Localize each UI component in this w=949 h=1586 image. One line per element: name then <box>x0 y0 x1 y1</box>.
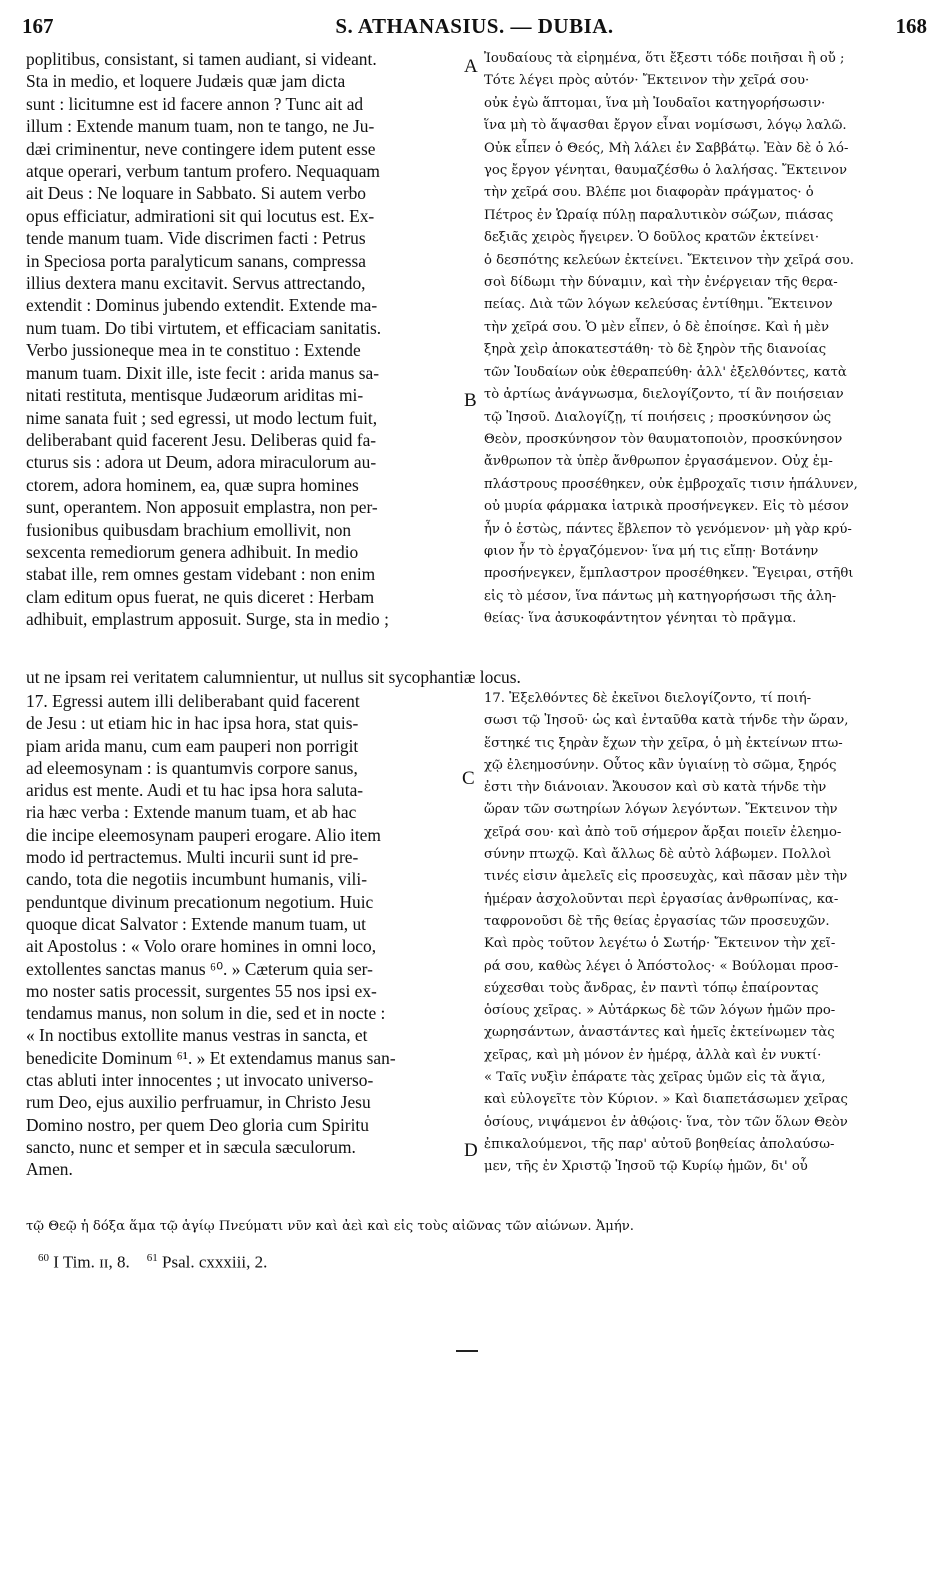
greek-line: « Ταῖς νυξὶν ἐπάρατε τὰς χεῖρας ὑμῶν εἰς τὰ ἅγια, <box>484 1070 826 1086</box>
latin-line: sexcenta remediorum genera adhibuit. In medio <box>26 541 359 562</box>
margin-letter-a: A <box>464 56 478 77</box>
latin-line: 17. Egressi autem illi deliberabant quid facerent <box>26 691 360 711</box>
greek-line: Ἰουδαίους τὰ εἰρημένα, ὅτι ἔξεστι τόδε ποιῆσαι ἢ οὔ ; <box>484 51 845 66</box>
latin-line: tendamus manus, non solum in die, sed et in nocte : <box>26 1003 386 1024</box>
latin-line: sunt : licitumne est id facere annon ? Tunc ait ad <box>26 93 364 114</box>
greek-line: εύχεσθαι τοὺς ἄνδρας, ἐν παντὶ τόπῳ ἐπαίροντας <box>484 980 819 996</box>
greek-line: τῷ Ἰησοῦ. Διαλογίζῃ, τί ποιήσεις ; προσκύνησον ὡς <box>484 409 832 425</box>
latin-line: extendit : Dominus jubendo extendit. Extende ma- <box>26 295 378 316</box>
latin-line: Amen. <box>26 1159 73 1180</box>
latin-line: num tuam. Do tibi virtutem, et efficaciam sanitatis. <box>26 317 382 338</box>
greek-line: σύνην πτωχῷ. Καὶ ἄλλως δὲ αὐτὸ λάβωμεν. Πολλοὶ <box>484 847 832 863</box>
latin-column <box>26 48 460 631</box>
greek-line: θείας· ἵνα ἀσυκοφάντητον γένηται τὸ πρᾶγμα. <box>484 611 797 627</box>
latin-line: adhibuit, emplastrum apposuit. Surge, sta in medio ; <box>26 609 389 630</box>
greek-line: πλάστρους προσέθηκεν, οὐκ ἐμβροχαῖς τισιν ἡπάλυνεν, <box>484 476 858 492</box>
latin-line: ait Deus : Ne loquare in Sabbato. Si autem verbo <box>26 183 367 204</box>
footnote-60-marker: 60 <box>38 1252 49 1264</box>
greek-line: ἄνθρωπον τὰ ὑπὲρ ἄνθρωπον ἐργασάμενον. Οὐχ ἐμ- <box>484 454 833 470</box>
greek-line: χῷ ἐλεημοσύνην. Οὗτος κἂν ὑγιαίνῃ τὸ σῶμα, ξηρός <box>484 757 837 773</box>
footnote-61-marker: 61 <box>146 1252 158 1264</box>
greek-bridge-line: τῷ Θεῷ ἡ δόξα ἅμα τῷ ἁγίῳ Πνεύματι νῦν καὶ ἀεὶ καὶ εἰς τοὺς αἰῶνας τῶν αἰώνων. Ἀμήν. <box>26 1219 634 1234</box>
latin-line: poplitibus, consistant, si tamen audiant, si videant. <box>26 49 377 69</box>
greek-line: ὁσίους χεῖρας. » Αὐτάρκως δὲ τῶν λόγων ἡμῶν προ- <box>484 1003 836 1019</box>
page-title: S. ATHANASIUS. — DUBIA. <box>335 14 614 38</box>
greek-line: τὸ ἀρτίως ἀνάγνωσμα, διελογίζοντο, τί ἂν ποιήσειαν <box>484 387 844 403</box>
greek-line: οὐ μυρία φάρμακα ἰατρικὰ προσήνεγκεν. Εἰς τὸ μέσον <box>484 499 849 515</box>
greek-line: ὁσίους, νιψάμενοι ἐν ἀθῴοις· ἵνα, τὸν τῶν ὅλων Θεὸν <box>484 1114 848 1130</box>
greek-line: ταφρονοῦσι δὲ τῆς θείας ἐργασίας τῶν προσευχῶν. <box>484 913 830 929</box>
greek-line: ἡμέραν ἀσχολοῦνται περὶ ἐργασίας ἀνθρωπίνας, κα- <box>484 891 839 907</box>
greek-line: τὴν χεῖρά σου. Βλέπε μοι διαφορὰν πράγματος· ὁ <box>484 185 814 201</box>
greek-line: καὶ εὐλογεῖτε τὸν Κύριον. » Καὶ διαπετάσωμεν χεῖρας <box>484 1092 848 1108</box>
footnotes <box>38 1252 267 1273</box>
latin-line: manum tuam. Dixit ille, iste fecit : arida manus sa- <box>26 362 380 383</box>
greek-line: Οὐκ εἶπεν ὁ Θεός, Μὴ λάλει ἐν Σαββάτῳ. Ἐὰν δὲ ὁ λό- <box>484 140 849 156</box>
latin-section-17 <box>26 690 460 1181</box>
latin-line: die incipe eleemosynam pauperi erogare. Alio item <box>26 824 381 845</box>
end-rule <box>456 1350 478 1352</box>
page-number-left: 167 <box>22 14 54 38</box>
latin-line: clam editum opus fuerat, ne quis diceret : Herbam <box>26 586 375 607</box>
latin-line: Domino nostro, per quem Deo gloria cum Spiritu <box>26 1114 369 1135</box>
latin-line: ctas abluti inter innocentes ; ut invocato universo- <box>26 1070 374 1091</box>
latin-line: modo id pertractemus. Multi incurii sunt id pre- <box>26 847 359 868</box>
latin-line: piam arida manu, cum eam pauperi non porrigit <box>26 735 359 756</box>
greek-line: χεῖρά σου· καὶ ἀπὸ τοῦ σήμερον ἄρξαι ποιεῖν ἐλεημο- <box>484 824 842 840</box>
greek-line: προσήνεγκεν, ἔμπλαστρον προσέθηκεν. Ἔγειραι, στῆθι <box>484 566 854 582</box>
greek-line: Θεὸν, προσκύνησον τὸν θαυματοποιὸν, προσκύνησον <box>484 431 843 447</box>
latin-line: Verbo jussioneque mea in te constituo : Extende <box>26 340 361 361</box>
latin-line: ria hæc verba : Extende manum tuam, et ab hac <box>26 802 357 823</box>
latin-line: nime sanata fuit ; sed egressi, ut modo lectum fuit, <box>26 407 378 428</box>
latin-line: extollentes sanctas manus ⁶⁰. » Cæterum quia ser- <box>26 958 373 979</box>
latin-line: ctorem, adora hominem, ea, quæ supra homines <box>26 474 359 495</box>
latin-line: rum Deo, ejus auxilio perfruamur, in Christo Jesu <box>26 1092 371 1113</box>
greek-line: ὁ δεσπότης κελεύων ἐκτείνει. Ἔκτεινον τὴν χεῖρά σου. <box>484 252 854 268</box>
latin-line: cturus sis : adora ut Deum, adora miraculorum au- <box>26 452 377 473</box>
greek-line: οὐκ ἐγὼ ἅπτομαι, ἵνα μὴ Ἰουδαῖοι κατηγορήσωσιν· <box>484 95 826 111</box>
latin-line: stabat ille, rem omnes gestam videbant : non enim <box>26 564 376 585</box>
greek-line: Πέτρος ἐν Ὡραίᾳ πύλῃ παραλυτικὸν σώζων, πιάσας <box>484 207 834 223</box>
latin-line: « In noctibus extollite manus vestras in sancta, et <box>26 1025 368 1046</box>
latin-line: in Speciosa porta paralyticum sanans, compressa <box>26 250 366 271</box>
greek-line: χεῖρας, καὶ μὴ μόνον ἐν ἡμέρᾳ, ἀλλὰ καὶ ἐν νυκτί· <box>484 1047 822 1063</box>
latin-line: fusionibus quibusdam brachium emollivit, non <box>26 519 352 540</box>
latin-line: quoque dicat Salvator : Extende manum tuam, ut <box>26 913 367 934</box>
latin-line: illius dextera manu excitavit. Servus attrectando, <box>26 273 366 294</box>
greek-line: ἐστι τὴν διάνοιαν. Ἄκουσον καὶ σὺ κατὰ τήνδε τὴν <box>484 780 827 796</box>
latin-bridge-line: ut ne ipsam rei veritatem calumnientur, ut nullus sit sycophantiæ locus. <box>26 667 521 687</box>
latin-line: de Jesu : ut etiam hic in hac ipsa hora, stat quis- <box>26 713 359 734</box>
greek-line: ξηρὰ χεὶρ ἀποκατεστάθη· τὸ δὲ ξηρὸν τῆς διανοίας <box>484 342 827 358</box>
latin-line: atque operari, verbum tantum profero. Nequaquam <box>26 161 380 182</box>
latin-line: nitati restituta, mentisque Judæorum ariditas mi- <box>26 385 364 406</box>
latin-line: opus efficiatur, admirationi sit qui locutus est. Ex- <box>26 205 375 226</box>
latin-line: benedicite Dominum ⁶¹. » Et extendamus manus san- <box>26 1047 396 1068</box>
greek-line: τῶν Ἰουδαίων οὐκ ἐθεραπεύθη· ἀλλ' ἐξελθόντες, κατὰ <box>484 364 847 380</box>
latin-line: tende manum tuam. Vide discrimen facti : Petrus <box>26 228 366 249</box>
greek-line: ἐπικαλούμενοι, τῆς παρ' αὐτοῦ βοηθείας ἀπολαύσω- <box>484 1136 835 1152</box>
greek-line: μεν, τῆς ἐν Χριστῷ Ἰησοῦ τῷ Κυρίῳ ἡμῶν, δι' οὗ <box>484 1159 808 1175</box>
footnote-60-text: I Tim. ɪɪ, 8. <box>53 1252 130 1272</box>
latin-line: penduntque divinum precationum negotium. Huic <box>26 891 374 912</box>
greek-line: ὥραν τῶν σωτηρίων λόγων λεγόντων. Ἔκτεινον τὴν <box>484 802 838 818</box>
greek-section-17 <box>484 688 926 1179</box>
greek-column <box>484 48 926 631</box>
greek-line: σοὶ δίδωμι τὴν δύναμιν, καὶ τὴν ἐνέργειαν τῆς θερα- <box>484 275 838 291</box>
greek-line: χωρησάντων, ἀναστάντες καὶ ἡμεῖς ἐκτείνωμεν τὰς <box>484 1025 835 1041</box>
greek-line: τινές εἰσιν ἀμελεῖς εἰς προσευχὰς, καὶ πᾶσαν μὲν τὴν <box>484 869 848 885</box>
greek-line: Καὶ πρὸς τοῦτον λεγέτω ὁ Σωτήρ· Ἔκτεινον τὴν χεῖ- <box>484 936 836 952</box>
greek-line: 17. Ἐξελθόντες δὲ ἐκεῖνοι διελογίζοντο, τί ποιή- <box>484 691 812 706</box>
greek-line: πείας. Διὰ τῶν λόγων κελεύσας ἐντίθημι. Ἔκτεινον <box>484 297 833 313</box>
margin-letter-c: C <box>462 768 475 789</box>
latin-line: dæi criminentur, neve contingere idem putent esse <box>26 138 376 159</box>
margin-letter-b: B <box>464 390 477 411</box>
footnote-61-text: Psal. cxxxiii, 2. <box>162 1252 268 1272</box>
latin-line: ait Apostolus : « Volo orare homines in omni loco, <box>26 936 377 957</box>
greek-line: φιον ἦν τὸ ἐργαζόμενον· ἵνα μή τις εἴπῃ· Βοτάνην <box>484 543 819 559</box>
greek-line: εἰς τὸ μέσον, ἵνα πάντως μὴ κατηγορήσωσι τῆς ἀλη- <box>484 588 837 604</box>
margin-letter-d: D <box>464 1140 478 1161</box>
greek-line: σωσι τῷ Ἰησοῦ· ὡς καὶ ἐνταῦθα κατὰ τήνδε τὴν ὥραν, <box>484 713 849 729</box>
latin-line: deliberabant quid facerent Jesu. Deliberas quid fa- <box>26 429 377 450</box>
latin-line: ad eleemosynam : is quantumvis corpore sanus, <box>26 757 358 778</box>
greek-line: ἦν ὁ ἑστὼς, πάντες ἔβλεπον τὸ γενόμενον· μὴ γὰρ κρύ- <box>484 521 852 537</box>
page-number-right: 168 <box>895 14 927 38</box>
greek-line: ἵνα μὴ τὸ ἅψασθαι ἔργον εἶναι νομίσωσι, λόγῳ λαλῶ. <box>484 118 847 134</box>
greek-line: ἕστηκέ τις ξηρὰν ἔχων τὴν χεῖρα, ὁ μὴ ἐκτείνων πτω- <box>484 735 843 751</box>
running-head <box>22 14 927 44</box>
latin-line: illum : Extende manum tuam, non te tango, ne Ju- <box>26 116 375 137</box>
greek-line: Τότε λέγει πρὸς αὐτόν· Ἔκτεινον τὴν χεῖρά σου· <box>484 73 810 89</box>
latin-line: aridus est mente. Audi et tu hac ipsa hora saluta- <box>26 780 364 801</box>
greek-line: δεξιᾶς χειρὸς ἤγειρεν. Ὁ δοῦλος κρατῶν ἐκτείνει· <box>484 230 820 246</box>
greek-line: τὴν χεῖρά σου. Ὁ μὲν εἶπεν, ὁ δὲ ἐποίησε. Καὶ ἡ μὲν <box>484 319 830 335</box>
latin-line: sancto, nunc et semper et in sæcula sæculorum. <box>26 1136 356 1157</box>
latin-line: cando, tota die negotiis incumbunt humanis, vili- <box>26 869 367 890</box>
latin-line: mo noster satis processit, surgentes 55 nos ipsi ex- <box>26 980 377 1001</box>
latin-line: Sta in medio, et loquere Judæis quæ jam dicta <box>26 71 346 92</box>
greek-line: ρά σου, καθὼς λέγει ὁ Ἀπόστολος· « Βούλομαι προσ- <box>484 958 839 974</box>
latin-line: sunt, operantem. Non apposuit emplastra, non per- <box>26 497 378 518</box>
greek-line: γος ἔργον γένηται, θαυμαζέσθω ὁ λαλήσας. Ἔκτεινον <box>484 163 847 179</box>
